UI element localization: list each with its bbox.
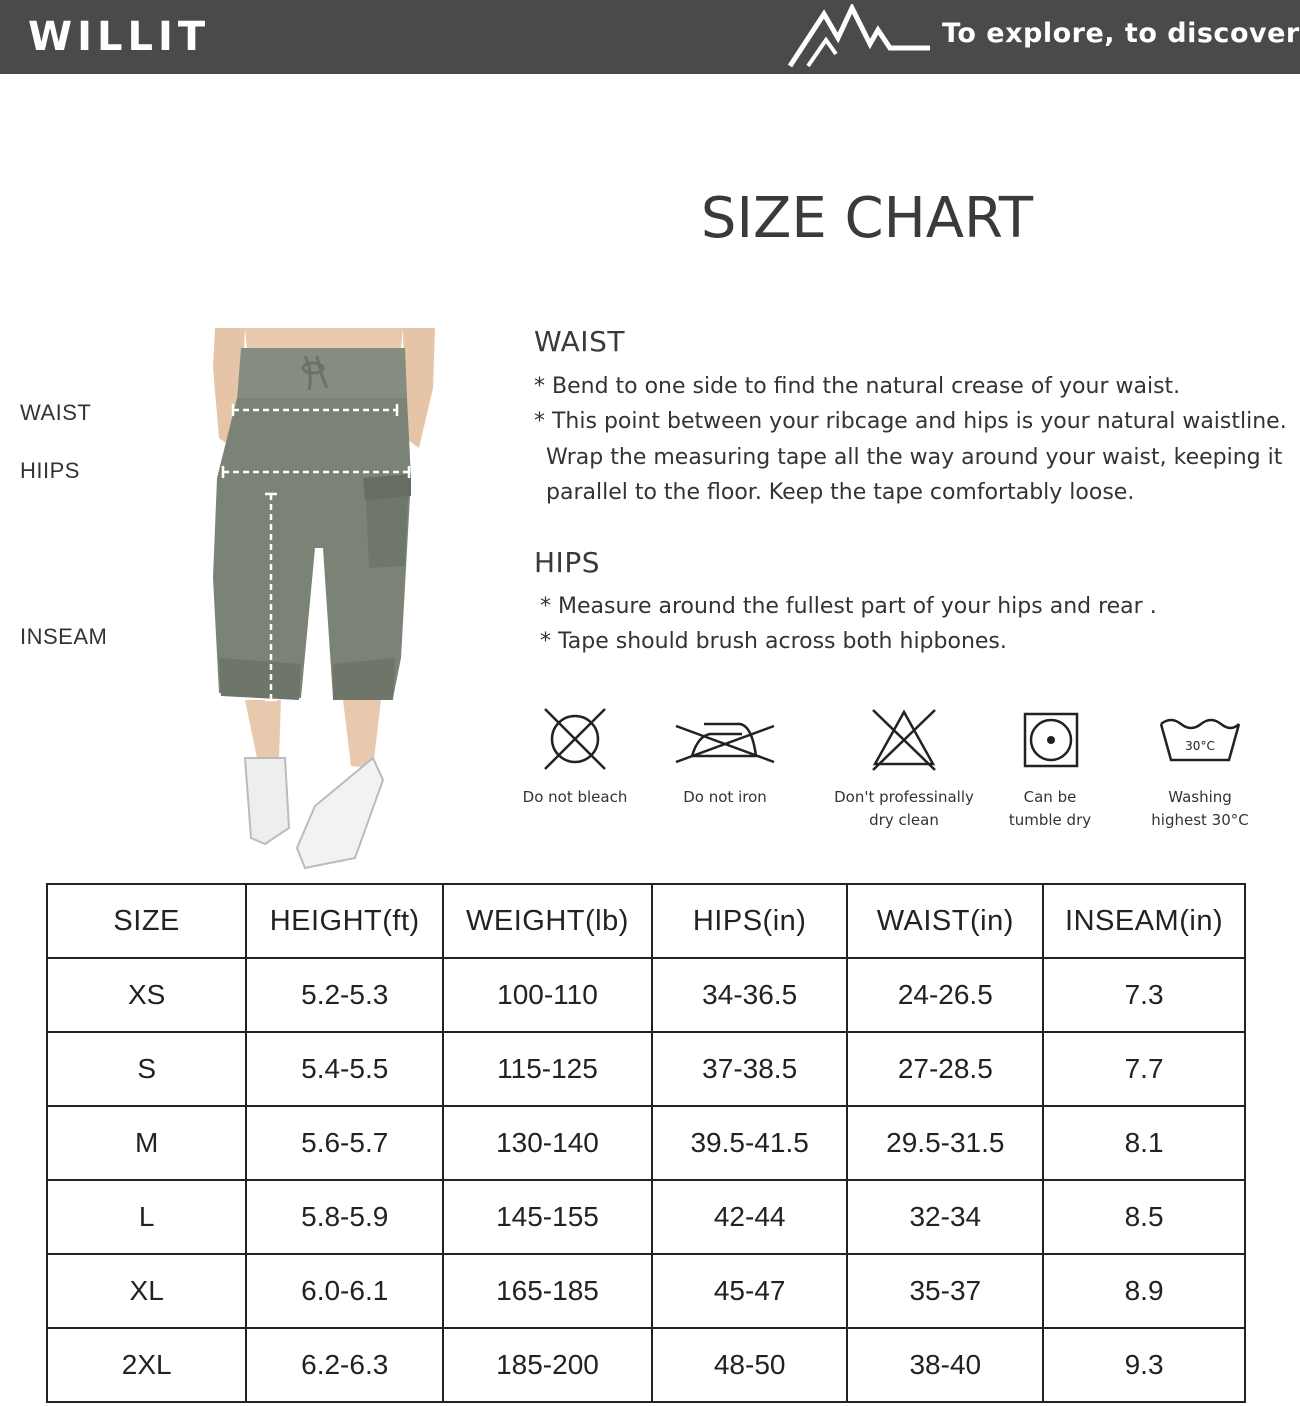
care-label: Don't professinally dry clean	[834, 788, 974, 829]
cell-inseam: 8.5	[1043, 1180, 1245, 1254]
header-hips: HIPS(in)	[652, 884, 848, 958]
header-bar	[0, 0, 1300, 74]
table-header-row	[47, 884, 1245, 958]
cell-height: 5.8-5.9	[246, 1180, 443, 1254]
pants-model-illustration	[205, 328, 445, 873]
header-size: SIZE	[47, 884, 246, 958]
waist-line-3: Wrap the measuring tape all the way around your waist, keeping it	[546, 445, 1283, 470]
care-label: Do not iron	[683, 788, 767, 806]
no-dry-clean-icon	[869, 706, 939, 772]
care-item-no-iron	[645, 706, 805, 809]
label-hips: HIIPS	[20, 458, 80, 483]
brand-logo-text: WILLIT	[28, 14, 211, 60]
waist-heading: WAIST	[534, 325, 625, 358]
cell-waist: 38-40	[847, 1328, 1043, 1402]
label-inseam: INSEAM	[20, 624, 108, 649]
table-row	[47, 1106, 1245, 1180]
cell-waist: 27-28.5	[847, 1032, 1043, 1106]
waist-line-1: * Bend to one side to find the natural crease of your waist.	[534, 374, 1181, 399]
cell-hips: 34-36.5	[652, 958, 848, 1032]
hips-line-2: * Tape should brush across both hipbones.	[540, 629, 1007, 654]
cell-hips: 42-44	[652, 1180, 848, 1254]
care-label: Do not bleach	[522, 788, 628, 806]
no-iron-icon	[672, 706, 778, 772]
table-row	[47, 1254, 1245, 1328]
care-item-no-dry-clean	[824, 706, 984, 832]
cell-inseam: 8.9	[1043, 1254, 1245, 1328]
cell-weight: 165-185	[443, 1254, 652, 1328]
label-waist: WAIST	[20, 400, 92, 425]
size-table	[46, 883, 1246, 1403]
hips-heading: HIPS	[534, 546, 600, 579]
tumble-dry-icon	[1015, 706, 1085, 772]
cell-weight: 145-155	[443, 1180, 652, 1254]
cell-inseam: 9.3	[1043, 1328, 1245, 1402]
cell-inseam: 7.3	[1043, 958, 1245, 1032]
cell-inseam: 8.1	[1043, 1106, 1245, 1180]
cell-height: 5.4-5.5	[246, 1032, 443, 1106]
waist-line-2: * This point between your ribcage and hips is your natural waistline.	[534, 409, 1287, 434]
table-row	[47, 958, 1245, 1032]
cell-hips: 39.5-41.5	[652, 1106, 848, 1180]
table-row	[47, 1032, 1245, 1106]
cell-height: 6.2-6.3	[246, 1328, 443, 1402]
cell-size: 2XL	[47, 1328, 246, 1402]
care-item-tumble-dry	[970, 706, 1130, 832]
header-height: HEIGHT(ft)	[246, 884, 443, 958]
table-row	[47, 1180, 1245, 1254]
cell-size: XL	[47, 1254, 246, 1328]
cell-weight: 185-200	[443, 1328, 652, 1402]
header-waist: WAIST(in)	[847, 884, 1043, 958]
cell-waist: 29.5-31.5	[847, 1106, 1043, 1180]
header-inseam: INSEAM(in)	[1043, 884, 1245, 958]
waist-line-4: parallel to the floor. Keep the tape comfortably loose.	[546, 480, 1135, 505]
care-label: Can be tumble dry	[1008, 788, 1092, 829]
no-bleach-icon	[540, 706, 610, 772]
cell-size: L	[47, 1180, 246, 1254]
cell-size: M	[47, 1106, 246, 1180]
cell-waist: 32-34	[847, 1180, 1043, 1254]
mountain-logo-icon	[786, 4, 932, 70]
cell-weight: 130-140	[443, 1106, 652, 1180]
cell-weight: 100-110	[443, 958, 652, 1032]
cell-height: 5.6-5.7	[246, 1106, 443, 1180]
cell-size: S	[47, 1032, 246, 1106]
cell-inseam: 7.7	[1043, 1032, 1245, 1106]
care-label: Washing highest 30°C	[1151, 788, 1249, 829]
cell-hips: 48-50	[652, 1328, 848, 1402]
cell-height: 5.2-5.3	[246, 958, 443, 1032]
cell-size: XS	[47, 958, 246, 1032]
page-title: SIZE CHART	[700, 186, 1034, 251]
cell-weight: 115-125	[443, 1032, 652, 1106]
cell-height: 6.0-6.1	[246, 1254, 443, 1328]
care-item-wash-30	[1120, 706, 1280, 832]
cell-hips: 45-47	[652, 1254, 848, 1328]
table-row	[47, 1328, 1245, 1402]
cell-waist: 35-37	[847, 1254, 1043, 1328]
care-item-no-bleach	[495, 706, 655, 809]
tagline: To explore, to discover	[942, 18, 1300, 49]
cell-hips: 37-38.5	[652, 1032, 848, 1106]
svg-text:30°C: 30°C	[1185, 739, 1215, 753]
hips-line-1: * Measure around the fullest part of your hips and rear .	[540, 594, 1157, 619]
cell-waist: 24-26.5	[847, 958, 1043, 1032]
wash-30-icon	[1155, 706, 1245, 772]
header-weight: WEIGHT(lb)	[443, 884, 652, 958]
